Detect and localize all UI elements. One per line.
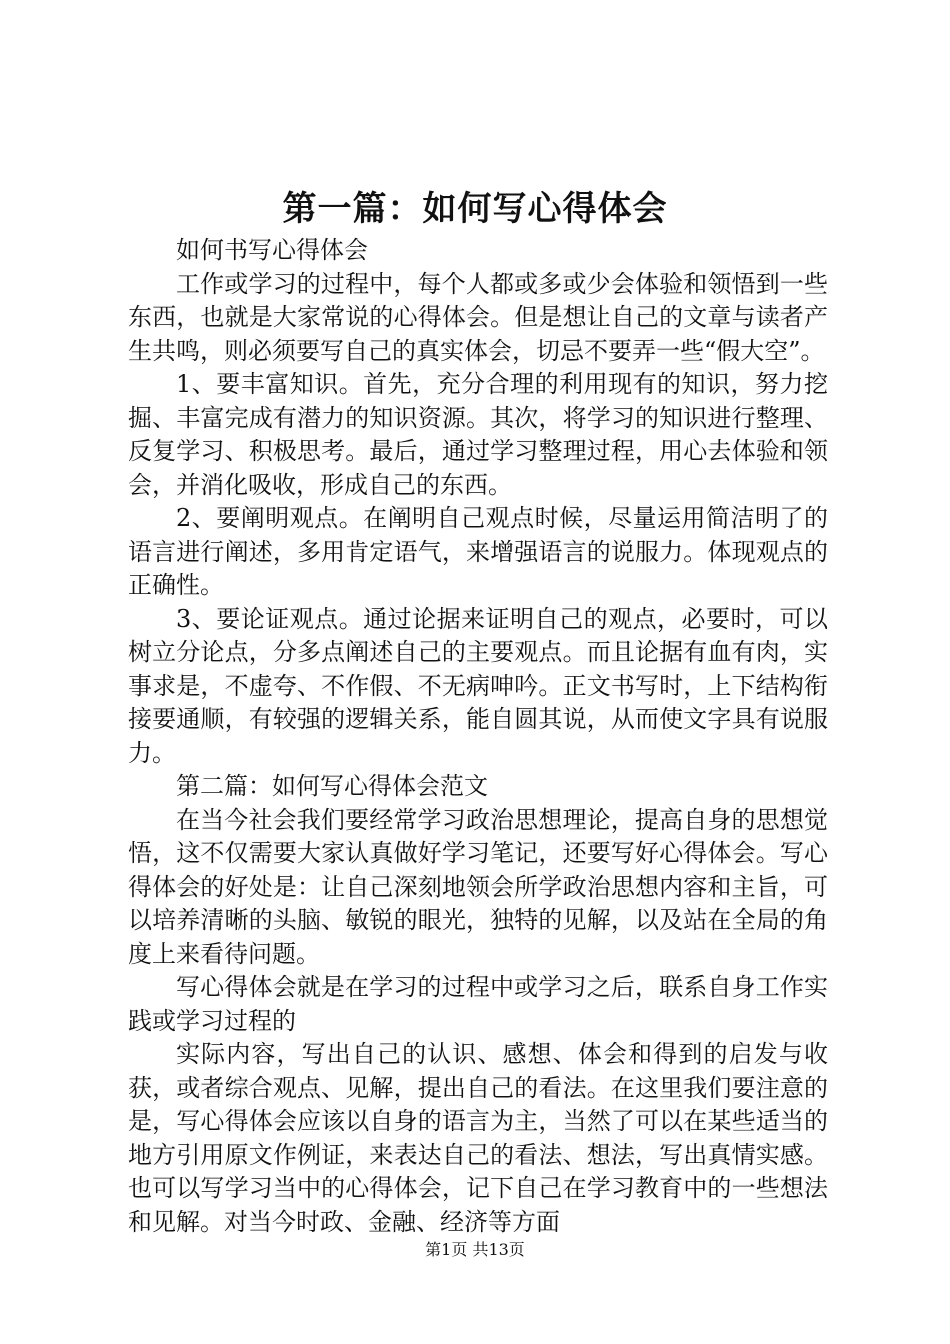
document-body: [128, 234, 828, 1239]
section-heading: 第二篇：如何写心得体会范文: [176, 772, 488, 800]
page-number-footer: 第1页 共13页: [425, 1240, 525, 1259]
paragraph: 实际内容，写出自己的认识、感想、体会和得到的启发与收获，或者综合观点、见解，提出自己的看法。在这里我们要注意的是，写心得体会应该以自身的语言为主，当然了可以在某些适当的地方引用原文作例证，来表达自己的看法、想法，写出真情实感。也可以写学习当中的心得体会，记下自己在学习教育中的一些想法和见解。对当今时政、金融、经济等方面: [128, 1040, 828, 1236]
paragraph: 工作或学习的过程中，每个人都或多或少会体验和领悟到一些东西，也就是大家常说的心得体会。但是想让自己的文章与读者产生共鸣，则必须要写自己的真实体会，切忌不要弄一些“假大空”。: [128, 269, 828, 365]
paragraph: 1、要丰富知识。首先，充分合理的利用现有的知识，努力挖掘、丰富完成有潜力的知识资源。其次，将学习的知识进行整理、反复学习、积极思考。最后，通过学习整理过程，用心去体验和领会，并消化吸收，形成自己的东西。: [128, 370, 828, 499]
subheading: 如何书写心得体会: [176, 236, 368, 264]
paragraph: 在当今社会我们要经常学习政治思想理论，提高自身的思想觉悟，这不仅需要大家认真做好学习笔记，还要写好心得体会。写心得体会的好处是：让自己深刻地领会所学政治思想内容和主旨，可以培养清晰的头脑、敏锐的眼光，独特的见解，以及站在全局的角度上来看待问题。: [128, 805, 828, 968]
paragraph: 3、要论证观点。通过论据来证明自己的观点，必要时，可以树立分论点，分多点阐述自己的主要观点。而且论据有血有肉，实事求是，不虚夸、不作假、不无病呻吟。正文书写时，上下结构衔接要通顺，有较强的逻辑关系，能自圆其说，从而使文字具有说服力。: [128, 604, 828, 767]
paragraph: 2、要阐明观点。在阐明自己观点时候，尽量运用简洁明了的语言进行阐述，多用肯定语气，来增强语言的说服力。体现观点的正确性。: [128, 504, 828, 599]
paragraph: 写心得体会就是在学习的过程中或学习之后，联系自身工作实践或学习过程的: [128, 973, 828, 1035]
document-title: 第一篇：如何写心得体会: [282, 189, 668, 229]
